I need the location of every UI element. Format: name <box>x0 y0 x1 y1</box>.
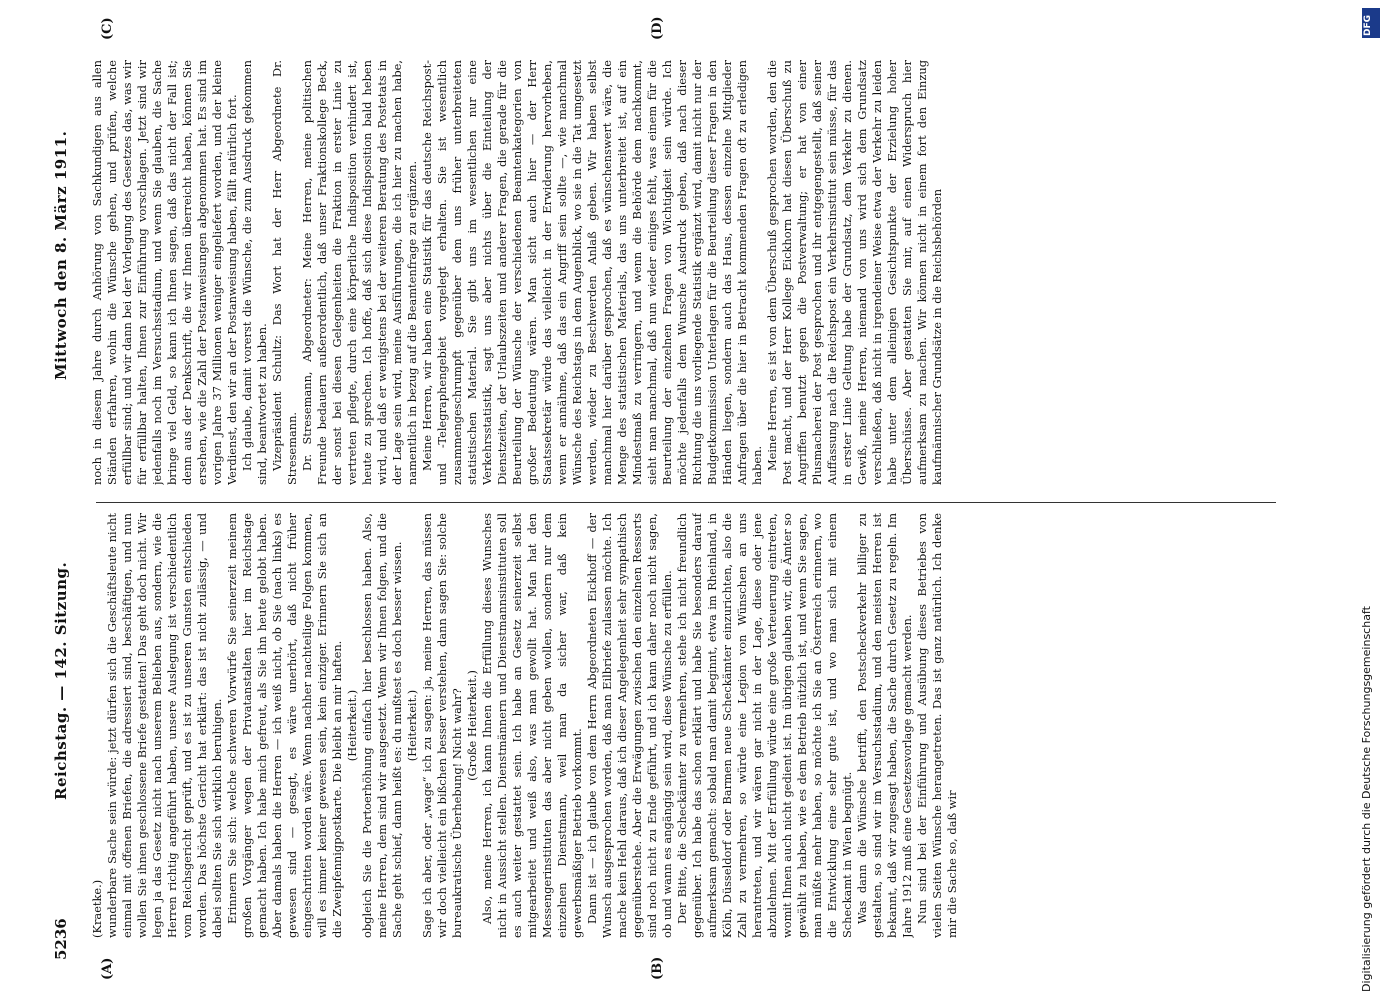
paragraph: obgleich Sie die Portoerhöhung einfach hier beschlossen haben. Also, meine Herren, dem sind wir ausgesetzt. Wenn wir Ihnen folgen, und die Sache geht schief, dann heißt es: du mußtest es doch besser wissen. <box>360 513 404 938</box>
paragraph: Meine Herren, wir haben eine Statistik für das deutsche Reichspost- und -Telegraphengebiet vorgelegt erhalten. Sie ist wesentlich zusammengeschrumpft gegenüber dem uns früher unterbreiteten statistischen Material. Sie gibt uns im wesentlichen nur eine Verkehrsstatistik, sagt uns aber nichts über die Einteilung der Dienstzeiten, der Urlaubszeiten und anderer Fragen, die gerade für die Beurteilung der Wünsche der verschiedenen Beamtenkategorien von großer Bedeutung wären. Man sicht auch hier — der Herr Staatssekretär würde das vielleicht in der Erwiderung hervorheben, wenn er annähme, daß das ein Angriff sein sollte —, wie manchmal Wünsche des Reichstags in dem Augenblick, wo sie in die Tat umgesetzt werden, wieder zu Beschwerden Anlaß geben. Wir haben selbst manchmal hier darüber gesprochen, daß es wünschenswert wäre, die Menge des statistischen Materials, das uns unterbreitet ist, auf ein Mindestmaß zu verringern, und wenn die Behörde dem nachkommt, sieht man manchmal, daß nun wieder einiges fehlt, was einem für die Beurteilung der einzelnen Fragen von Wichtigkeit sein würde. Ich möchte jedenfalls dem Wunsche Ausdruck geben, daß nach dieser Richtung die uns vorliegende Statistik ergänzt wird, damit nicht nur der Budgetkommission Unterlagen für die Beurteilung dieser Fragen in den Händen liegen, sondern auch das Haus, dessen einzelne Mitglieder Anfragen über die hier in Betracht kommenden Fragen oft zu erledigen haben. <box>420 60 764 485</box>
digitization-credit <box>1360 12 1378 992</box>
paragraph: Nun sind bei der Einführung und Ausübung dieses Betriebes von vielen Seiten Wünsche herangetreten. Das ist ganz natürlich. Ich denke mir die Sache so, daß wir <box>915 513 959 938</box>
paragraph: noch in diesem Jahre durch Anhörung von Sachkundigen aus allen Ständen erfahren, wohin die Wünsche gehen, und prüfen, welche erfüllbar sind; und wir dann bei der Vorlegung des Gesetzes das, was wir für erfüllbar halten, Ihnen zur Einführung vorschlagen. Jetzt sind wir jedenfalls noch im Versuchsstadium, und wenn Sie glauben, die Sache bringe viel Geld, so kann ich Ihnen sagen, daß das nicht der Fall ist; denn aus der Denkschrift, die wir Ihnen überreicht haben, können Sie ersehen, wie die Zahl der Postanweisungen abgenommen hat. Es sind im vorigen Jahre 37 Millionen weniger eingeliefert worden, und der kleine Verdienst, den wir an der Postanweisung haben, fällt natürlich fort. <box>90 60 239 485</box>
stage-direction: (Heiterkeit.) <box>405 689 419 762</box>
margin-marker-b: (B) <box>650 956 665 980</box>
paragraph: Sage ich aber, oder „wage“ ich zu sagen: ja, meine Herren, das müssen wir doch vielleicht ein bißchen besser verstehen, dann sagen Sie: solche bureaukratische Überhebung! Nicht wahr? <box>420 513 464 938</box>
header-left-title: Reichstag. — 142. Sitzung. <box>52 561 70 800</box>
page-number: 5236 <box>52 918 70 960</box>
paragraph: Der Bitte, die Scheckämter zu vermehren, stehe ich nicht freundlich gegenüber. Ich habe das schon erklärt und habe Sie besonders darauf aufmerksam gemacht: sobald man damit beginnt, etwa im Rheinland, in Köln, Düsseldorf oder Barmen neue Scheckämter einzurichten, also die Zahl zu vermehren, so würde eine Legion von Wünschen an uns herantreten, und wir wären gar nicht in der Lage, diese oder jene abzulehnen. Mit der Erfüllung würde eine große Verteuerung eintreten, womit Ihnen auch nicht gedient ist. Im übrigen glauben wir, die Ämter so gewählt zu haben, wie es dem Betrieb nützlich ist, und wenn Sie sagen, man müßte mehr haben, so möchte ich Sie an Österreich erinnern, wo die Entwicklung eine sehr gute ist, und wo man sich mit einem Scheckamt in Wien begnügt. <box>675 513 854 938</box>
stage-direction: (Große Heiterkeit.) <box>465 670 479 781</box>
page-header <box>40 0 82 1000</box>
right-text-column <box>90 60 1280 485</box>
speaker-tag: (Kraetke.) <box>90 879 104 938</box>
rotated-document <box>40 0 1340 1000</box>
speaker-intro: Vizepräsident Schultz: Das Wort hat der Herr Abgeordnete Dr. Stresemann. <box>270 60 299 485</box>
stage-direction: (Heiterkeit.) <box>345 689 359 762</box>
paragraph: Meine Herren, es ist von dem Überschuß gesprochen worden, den die Post macht, und der Herr Kollege Eickhorn hat diesen Überschuß zu Angriffen benutzt gegen die Postverwaltung; er hat von einer Plusmacherei der Post gesprochen und ihr entgegengestellt, daß seiner Auffassung nach die Reichspost ein Verkehrsinstitut sein müsse, für das in erster Linie Geltung habe der Grundsatz, dem Verkehr zu dienen. Gewiß, meine Herren, niemand von uns wird sich dem Grundsatz verschließen, daß nicht in irgendeiner Weise etwa der Verkehr zu leiden habe unter dem alleinigen Gesichtspunkte der Erzielung hoher Überschüsse. Aber gestatten Sie mir, auf einen Widerspruch hier aufmerksam zu machen. Wir können nicht in einem fort den Einzug kaufmännischer Grundsätze in die Reichsbehörden <box>765 60 944 485</box>
paragraph: Was dann die Wünsche betrifft, den Postscheckverkehr billiger zu gestalten, so sind wir im Versuchsstadium, und den meisten Herren ist bekannt, daß wir zugesagt haben, die Sache durch Gesetz zu regeln. Im Jahre 1912 muß eine Gesetzesvorlage gemacht werden. <box>855 513 914 938</box>
paragraph: Erinnern Sie sich: welche schweren Vorwürfe Sie seinerzeit meinem großen Vorgänger wegen der Privatanstalten hier im Reichstage gemacht haben. Ich habe mich gefreut, als Sie ihn heute gelobt haben. Aber damals haben die Herren — ich weiß nicht, ob Sie (nach links) es gewesen sind — gesagt, es wäre unerhört, daß nicht früher eingeschritten worden wäre. Wenn nachher nachteilige Folgen kommen, will es immer keiner gewesen sein, kein einziger. Erinnern Sie sich an die Zweipfennigpostkarte. Die bleibt an mir haften. <box>225 513 344 938</box>
margin-marker-c: (C) <box>100 17 115 40</box>
margin-marker-a: (A) <box>100 957 115 980</box>
paragraph: Dann ist — ich glaube von dem Herrn Abgeordneten Eickhoff — der Wunsch ausgesprochen worden, daß man Eilbriefe zulassen möchte. Ich mache kein Hehl daraus, daß ich dieser Angelegenheit sehr sympathisch gegenüberstehe. Aber die Erwägungen zwischen den einzelnen Ressorts sind noch nicht zu Ende geführt, und ich kann daher noch nicht sagen, ob und wann es angängig sein wird, diese Wünsche zu erfüllen. <box>585 513 674 938</box>
column-divider <box>96 502 1276 503</box>
paragraph: wunderbare Sache sein würde: jetzt dürfen sich die Geschäftsleute nicht einmal mit offenen Briefen, die adressiert sind, beschäftigen, und nun wollen Sie ihnen geschlossene Briefe gestatten! Das geht doch nicht. Wir legen ja das Gesetz nicht nach unserem Belieben aus, sondern, wie die Herren richtig angeführt haben, unsere Auslegung ist verschiedentlich vom Reichsgericht geprüft, und es ist zu unseren Gunsten entschieden worden. Das höchste Gericht hat erklärt: das ist nicht zulässig, — und dabei sollten Sie sich wirklich beruhigen. <box>105 513 224 938</box>
paragraph: Also, meine Herren, ich kann Ihnen die Erfüllung dieses Wunsches nicht in Aussicht stellen. Dienstmännern und Dienstmannsinstituten soll es auch weiter gestattet sein. Ich habe an Gesetz seinerzeit selbst mitgearbeitet und weiß also, was man gewollt hat. Man hat den Messengerinstituten das aber nicht geben wollen, sondern nur dem einzelnen Dienstmann, weil man da sicher war, daß kein gewerbsmäßiger Betrieb vorkommt. <box>480 513 584 938</box>
paragraph: Ich glaube, damit vorerst die Wünsche, die zum Ausdruck gekommen sind, beantwortet zu haben. <box>240 60 269 485</box>
header-right-title: Mittwoch den 8. März 1911. <box>52 130 70 380</box>
margin-marker-d: (D) <box>650 16 665 40</box>
left-text-column <box>90 513 1280 938</box>
paragraph: Dr. Stresemann, Abgeordneter: Meine Herren, meine politischen Freunde bedauern außerordentlich, daß unser Fraktionskollege Beck, der sonst bei diesen Gelegenheiten die Fraktion in erster Linie zu vertreten pflegte, durch eine körperliche Indisposition verhindert ist, heute zu sprechen. Ich hoffe, daß sich diese Indisposition bald heben wird, und daß er wenigstens bei der weiteren Beratung des Postetats in der Lage sein wird, meine Ausführungen, die ich hier zu machen habe, namentlich in bezug auf die Beamtenfrage zu ergänzen. <box>300 60 419 485</box>
digitization-credit-text: Digitalisierung gefördert durch die Deutsche Forschungsgemeinschaft <box>1360 606 1373 992</box>
dfg-logo: DFG <box>1362 8 1380 38</box>
